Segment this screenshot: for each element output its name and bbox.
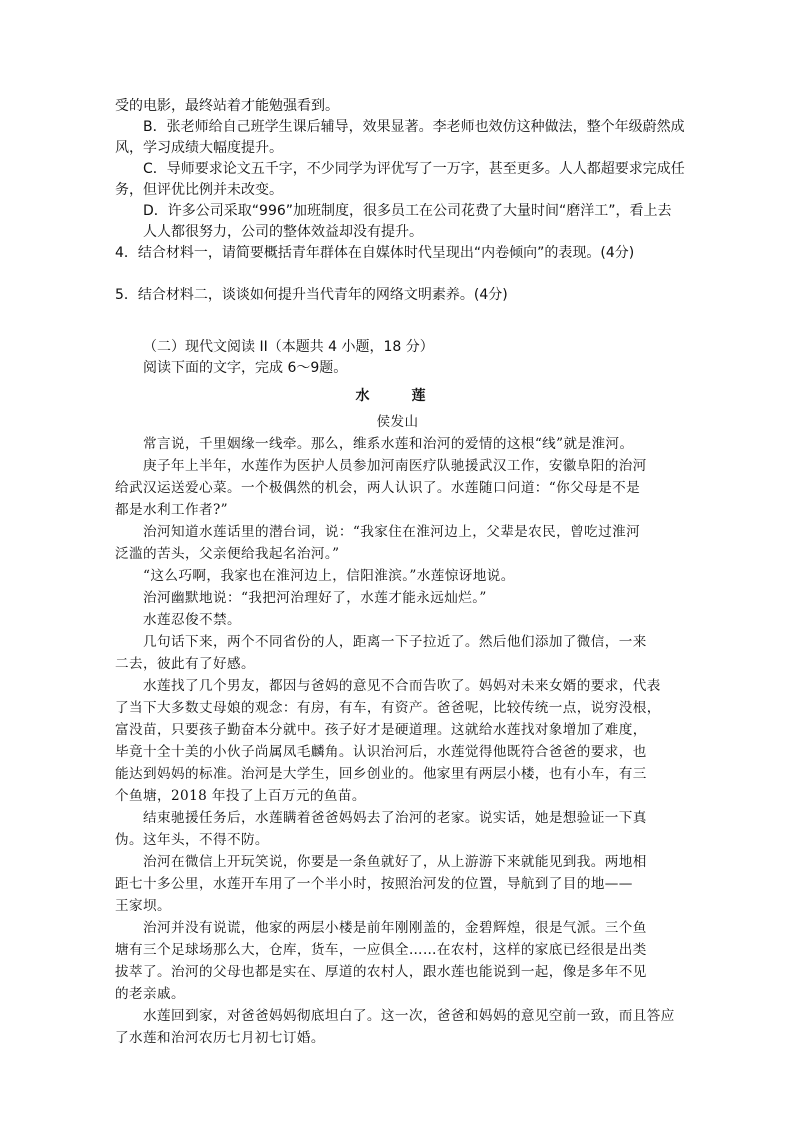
story-line: 个鱼塘，2018 年投了上百万元的鱼苗。	[115, 788, 366, 804]
story-line: 塘有三个足球场那么大，仓库，货车，一应俱全……在农村，这样的家底已经很是出类	[115, 942, 647, 958]
story-line: 治河在微信上开玩笑说，你要是一条鱼就好了，从上游游下来就能见到我。两地相	[143, 854, 647, 870]
question-4: 4．结合材料一，请简要概括青年群体在自媒体时代呈现出“内卷倾向”的表现。(4分)	[115, 245, 635, 261]
story-line: 水莲回到家，对爸爸妈妈彻底坦白了。这一次，爸爸和妈妈的意见空前一致，而且答应	[143, 1008, 675, 1024]
story-line: 都是水利工作者?”	[115, 502, 228, 518]
story-line: 结束驰援任务后，水莲瞒着爸爸妈妈去了治河的老家。说实话，她是想验证一下真	[143, 810, 647, 826]
story-line: 了当下大多数丈母娘的观念：有房，有车，有资产。爸爸呢，比较传统一点，说穷没根，	[115, 700, 661, 716]
story-line: 能达到妈妈的标准。治河是大学生，回乡创业的。他家里有两层小楼，也有小车，有三	[115, 766, 647, 782]
story-line: 二去，彼此有了好感。	[115, 656, 255, 672]
story-line: 毕竟十全十美的小伙子尚属凤毛麟角。认识治河后，水莲觉得他既符合爸爸的要求，也	[115, 744, 647, 760]
text-line: 受的电影，最终站着才能勉强看到。	[115, 98, 339, 114]
story-line: 水莲找了几个男友，都因与爸妈的意见不合而告吹了。妈妈对未来女婿的要求，代表	[143, 678, 661, 694]
story-line: 庚子年上半年，水莲作为医护人员参加河南医疗队驰援武汉工作，安徽阜阳的治河	[143, 458, 647, 474]
story-line: 治河幽默地说：“我把河治理好了，水莲才能永远灿烂。”	[143, 590, 487, 606]
story-line: 拔萃了。治河的父母也都是实在、厚道的农村人，跟水莲也能说到一起，像是多年不见	[115, 964, 647, 980]
text-line: 风，学习成绩大幅度提升。	[115, 140, 283, 156]
option-d-line: D．许多公司采取“996”加班制度，很多员工在公司花费了大量时间“磨洋工”，看上去	[143, 203, 672, 219]
story-line: 富没苗，只要孩子勤奋本分就中。孩子好才是硬道理。这就给水莲找对象增加了难度，	[115, 722, 647, 738]
story-line: 了水莲和治河农历七月初七订婚。	[115, 1030, 325, 1046]
story-line: 给武汉运送爱心菜。一个极偶然的机会，两人认识了。水莲随口问道：“你父母是不是	[115, 480, 641, 496]
text-line: 人人都很努力，公司的整体效益却没有提升。	[143, 224, 423, 240]
story-line: 治河知道水莲话里的潜台词，说：“我家住在淮河边上，父辈是农民，曾吃过淮河	[143, 524, 641, 540]
story-line: 的老亲戚。	[115, 986, 185, 1002]
section-heading: （二）现代文阅读 II（本题共 4 小题，18 分）	[143, 339, 434, 355]
reading-instruction: 阅读下面的文字，完成 6～9题。	[143, 360, 348, 376]
question-5: 5．结合材料二，谈谈如何提升当代青年的网络文明素养。(4分)	[115, 287, 508, 303]
text-line: 务，但评优比例并未改变。	[115, 182, 283, 198]
story-line: 泛滥的苦头，父亲便给我起名治河。”	[115, 546, 340, 562]
story-title: 水 莲	[355, 388, 440, 404]
story-line: 距七十多公里，水莲开车用了一个半小时，按照治河发的位置，导航到了目的地——	[115, 876, 633, 892]
story-author: 侯发山	[376, 414, 419, 430]
story-line: 治河并没有说谎，他家的两层小楼是前年刚刚盖的，金碧辉煌，很是气派。三个鱼	[143, 920, 647, 936]
story-line: 王家坝。	[115, 898, 171, 914]
story-line: 伪。这年头，不得不防。	[115, 832, 269, 848]
story-line: “这么巧啊，我家也在淮河边上，信阳淮滨。”水莲惊讶地说。	[143, 568, 515, 584]
option-c-line: C．导师要求论文五千字，不少同学为评优写了一万字，甚至更多。人人都超要求完成任	[143, 161, 685, 177]
story-line: 几句话下来，两个不同省份的人，距离一下子拉近了。然后他们添加了微信，一来	[143, 634, 647, 650]
story-line: 常言说，千里姻缘一线牵。那么，维系水莲和治河的爱情的这根“线”就是淮河。	[143, 436, 634, 452]
story-line: 水莲忍俊不禁。	[143, 612, 241, 628]
option-b-line: B．张老师给自己班学生课后辅导，效果显著。李老师也效仿这种做法，整个年级蔚然成	[143, 119, 685, 135]
